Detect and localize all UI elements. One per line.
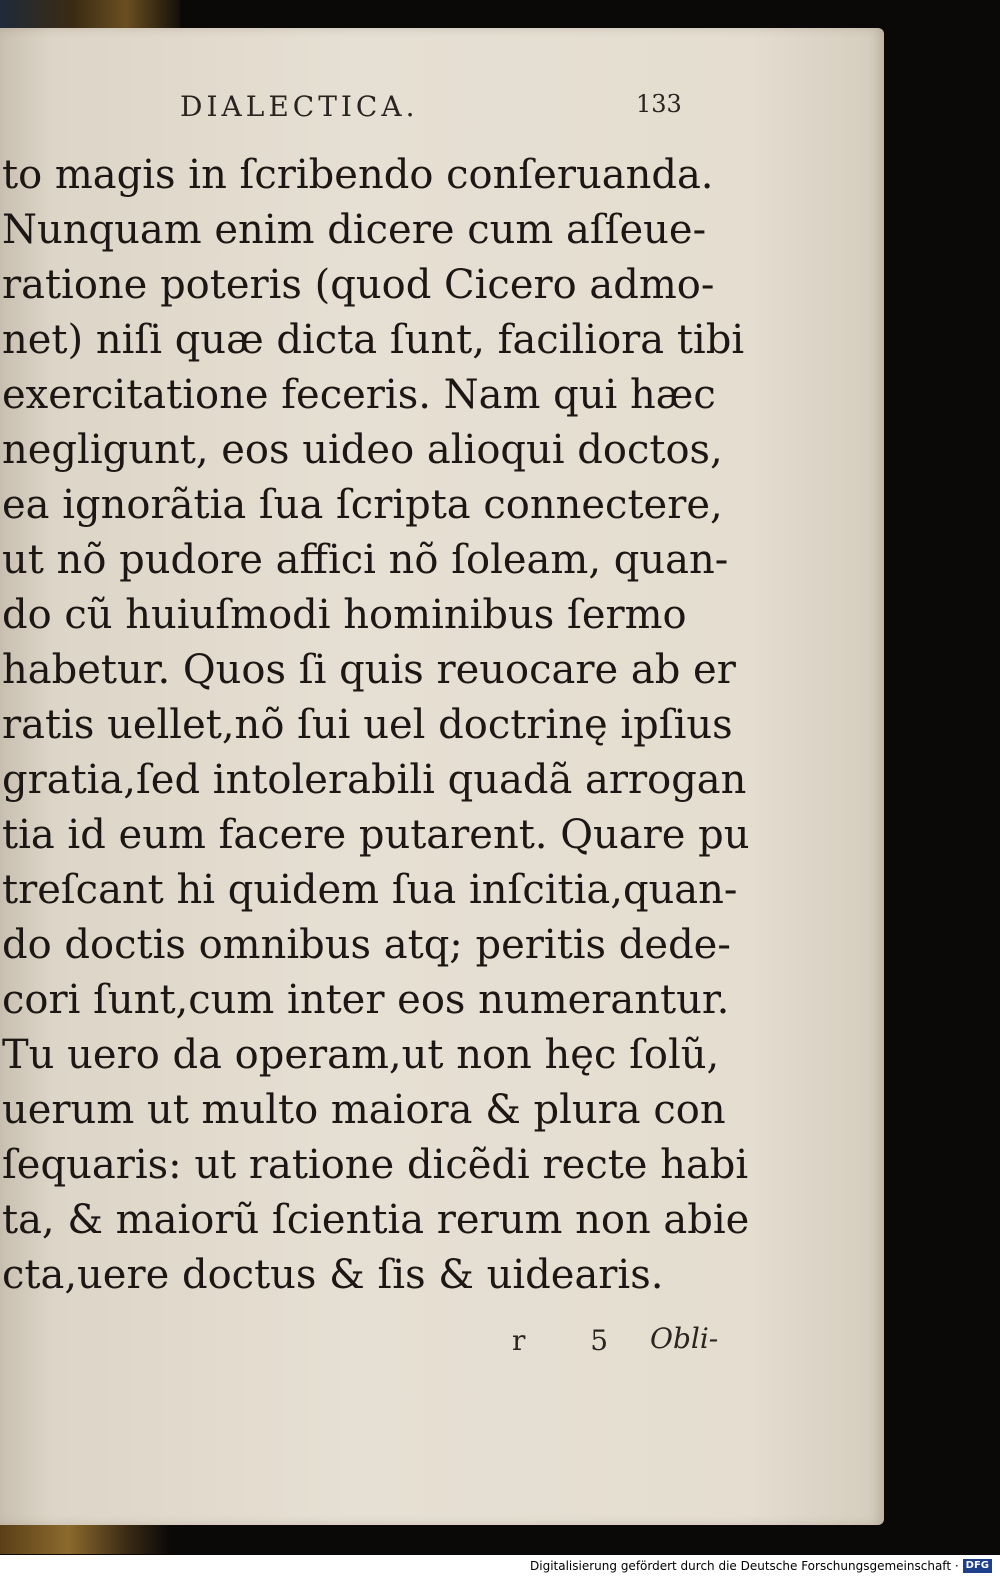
text-line: uerum ut multo maiora & plura con — [2, 1087, 726, 1133]
text-line: cta,uere doctus & ſis & uidearis. — [2, 1252, 664, 1298]
digitization-footer — [0, 1555, 1000, 1577]
text-line: negligunt, eos uideo alioqui doctos, — [2, 427, 723, 473]
text-line: exercitatione feceris. Nam qui hæc — [2, 372, 716, 418]
body-text — [2, 148, 750, 1303]
signature-mark: r 5 — [512, 1324, 637, 1357]
page-number: 133 — [636, 90, 682, 118]
text-line: ta, & maiorũ ſcientia rerum non abie — [2, 1197, 750, 1243]
text-line: to magis in ſcribendo conſeruanda. — [2, 152, 714, 198]
text-line: ea ignorãtia ſua ſcripta connectere, — [2, 482, 723, 528]
text-line: ut nõ pudore affici nõ ſoleam, quan- — [2, 537, 729, 583]
book-binding-top — [0, 0, 180, 30]
text-line: habetur. Quos ſi quis reuocare ab er — [2, 647, 736, 693]
footer-credit-text: Digitalisierung gefördert durch die Deutsche Forschungsgemeinschaft · — [530, 1559, 959, 1573]
text-line: Tu uero da operam,ut non hęc ſolũ, — [2, 1032, 720, 1078]
text-line: cori ſunt,cum inter eos numerantur. — [2, 977, 730, 1023]
text-line: treſcant hi quidem ſua inſcitia,quan- — [2, 867, 738, 913]
catchword: Obli- — [650, 1322, 719, 1355]
text-line: gratia,ſed intolerabili quadã arrogan — [2, 757, 747, 803]
text-line: net) niſi quæ dicta ſunt, faciliora tibi — [2, 317, 745, 363]
text-line: ſequaris: ut ratione dicẽdi recte habi — [2, 1142, 749, 1188]
text-line: ratione poteris (quod Cicero admo- — [2, 262, 715, 308]
book-page — [0, 28, 884, 1525]
text-line: Nunquam enim dicere cum aſſeue- — [2, 207, 707, 253]
text-line: ratis uellet,nõ ſui uel doctrinę ipſius — [2, 702, 733, 748]
running-head: DIALECTICA. — [180, 90, 419, 123]
text-line: tia id eum facere putarent. Quare pu — [2, 812, 750, 858]
text-line: do cũ huiuſmodi hominibus ſermo — [2, 592, 687, 638]
text-line: do doctis omnibus atq; peritis dede- — [2, 922, 731, 968]
dfg-logo: DFG — [963, 1559, 992, 1573]
